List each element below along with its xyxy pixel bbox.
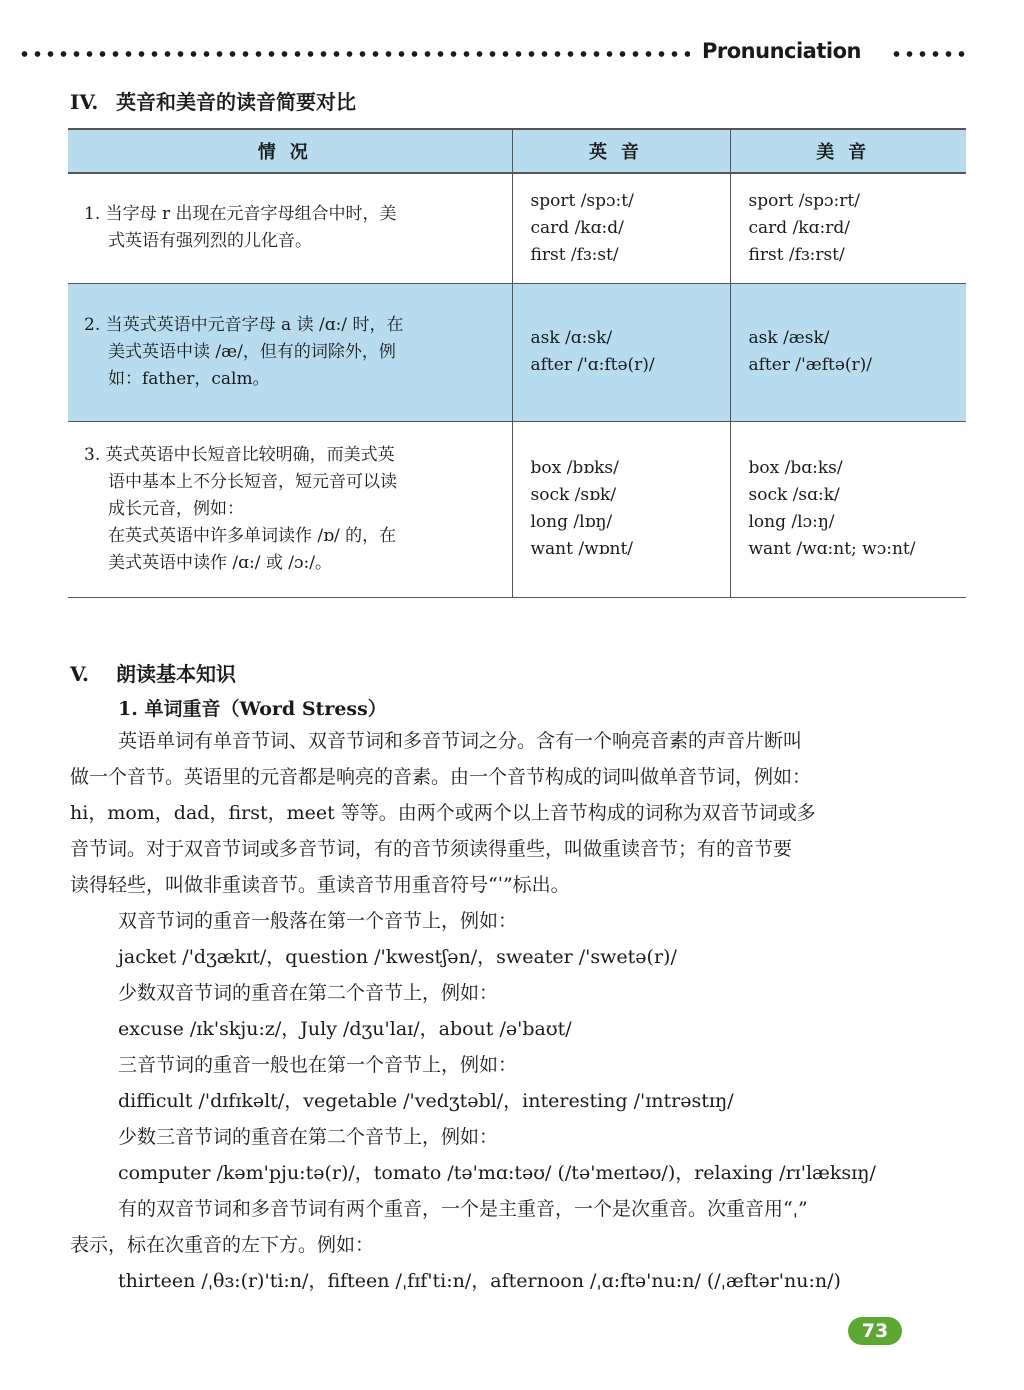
- condition-cell: [68, 173, 512, 283]
- example-line: jacket /'dʒækɪt/，question /'kwestʃən/，sweater /'swetə(r)/: [118, 946, 677, 968]
- british-example: ask /ɑ:sk/: [530, 328, 613, 348]
- example-line: thirteen /ˌθɜ:(r)'ti:n/，fifteen /ˌfɪf'ti:n/，afternoon /ˌɑ:ftə'nu:n/ (/ˌæftər'nu:n/): [118, 1270, 841, 1292]
- british-example: sock /sɒk/: [530, 485, 617, 505]
- example-line: computer /kəm'pju:tə(r)/，tomato /tə'mɑ:təʊ/ (/tə'meɪtəʊ/)，relaxing /rɪ'læksɪŋ/: [118, 1162, 876, 1184]
- condition-cell: [68, 421, 512, 597]
- table-header-row: [68, 129, 966, 173]
- american-example: after /'æftə(r)/: [748, 355, 873, 375]
- british-example: first /fɜ:st/: [530, 244, 619, 265]
- paragraph-line: 做一个音节。英语里的元音都是响亮的音素。由一个音节构成的词叫做单音节词，例如：: [70, 766, 812, 788]
- condition-line: 语中基本上不分长短音，短元音可以读: [108, 471, 397, 492]
- paragraph-line: 音节词。对于双音节词或多音节词，有的音节须读得重些，叫做重读音节；有的音节要: [70, 838, 793, 860]
- british-example: long /lɒŋ/: [530, 512, 613, 532]
- paragraph-line: 英语单词有单音节词、双音节词和多音节词之分。含有一个响亮音素的声音片断叫: [118, 730, 803, 752]
- paragraph-line: 表示，标在次重音的左下方。例如：: [70, 1234, 375, 1256]
- page-number-badge: 73: [848, 1317, 902, 1345]
- american-example: sport /spɔ:rt/: [748, 190, 860, 211]
- dotted-rule-right: [890, 50, 968, 58]
- american-example: card /kɑ:rd/: [748, 217, 850, 238]
- american-example: sock /sɑ:k/: [748, 485, 840, 505]
- example-line: difficult /'dɪfɪkəlt/，vegetable /'vedʒtəbl/，interesting /'ɪntrəstɪŋ/: [118, 1090, 734, 1112]
- american-example: ask /æsk/: [748, 328, 830, 348]
- american-cell: [730, 173, 966, 283]
- condition-line: 如：father，calm。: [108, 368, 270, 389]
- comparison-table: [68, 128, 966, 598]
- section-4-title: 英音和美音的读音简要对比: [116, 90, 356, 114]
- example-line: excuse /ɪk'skju:z/，July /dʒu'laɪ/，about /ə'baʊt/: [118, 1018, 572, 1040]
- paragraph-line: 有的双音节词和多音节词有两个重音，一个是主重音，一个是次重音。次重音用“ˌ”: [118, 1198, 808, 1220]
- british-example: want /wɒnt/: [530, 539, 634, 559]
- condition-line: 2. 当英式英语中元音字母 a 读 /ɑ:/ 时，在: [84, 314, 404, 335]
- table-row: [68, 173, 966, 283]
- section-4-heading: [70, 86, 356, 115]
- section-5-title: 朗读基本知识: [116, 662, 236, 686]
- british-example: after /'ɑ:ftə(r)/: [530, 355, 655, 375]
- paragraph-line: 少数三音节词的重音在第二个音节上，例如：: [118, 1126, 499, 1148]
- header-situation: 情况: [68, 129, 512, 173]
- section-4-number: IV.: [70, 90, 99, 114]
- table-row: [68, 421, 966, 597]
- condition-line: 3. 英式英语中长短音比较明确，而美式英: [84, 444, 395, 465]
- condition-line: 1. 当字母 r 出现在元音字母组合中时，美: [84, 204, 397, 225]
- subsection-title: 1. 单词重音（Word Stress）: [118, 698, 387, 720]
- running-header: [18, 38, 958, 68]
- paragraph-line: hi，mom，dad，first，meet 等等。由两个或两个以上音节构成的词称为双音节词或多: [70, 802, 816, 824]
- british-cell: [512, 421, 730, 597]
- condition-line: 美式英语中读作 /ɑ:/ 或 /ɔ:/。: [108, 552, 332, 573]
- condition-cell: [68, 283, 512, 421]
- header-title: Pronunciation: [702, 39, 861, 63]
- british-example: card /kɑ:d/: [530, 217, 624, 238]
- american-cell: [730, 283, 966, 421]
- condition-line: 在英式英语中许多单词读作 /ɒ/ 的，在: [108, 525, 397, 546]
- american-example: long /lɔ:ŋ/: [748, 512, 835, 532]
- paragraph-line: 双音节词的重音一般落在第一个音节上，例如：: [118, 910, 518, 932]
- header-american: 美音: [730, 129, 966, 173]
- paragraph-line: 读得轻些，叫做非重读音节。重读音节用重音符号“ˈ”标出。: [70, 874, 570, 896]
- american-example: want /wɑ:nt; wɔ:nt/: [748, 539, 916, 559]
- british-example: sport /spɔ:t/: [530, 190, 634, 211]
- section-5-heading: [70, 658, 236, 687]
- body-text: [70, 723, 970, 1299]
- condition-line: 美式英语中读 /æ/，但有的词除外，例: [108, 341, 396, 362]
- condition-line: 成长元音，例如：: [108, 498, 244, 519]
- header-british: 英音: [512, 129, 730, 173]
- paragraph-line: 三音节词的重音一般也在第一个音节上，例如：: [118, 1054, 518, 1076]
- american-cell: [730, 421, 966, 597]
- american-example: box /bɑ:ks/: [748, 458, 843, 478]
- section-5-number: V.: [70, 662, 89, 686]
- british-cell: [512, 173, 730, 283]
- table-row: [68, 283, 966, 421]
- condition-line: 式英语有强列烈的儿化音。: [108, 231, 312, 252]
- british-example: box /bɒks/: [530, 458, 619, 478]
- dotted-rule-left: [18, 50, 690, 58]
- paragraph-line: 少数双音节词的重音在第二个音节上，例如：: [118, 982, 499, 1004]
- american-example: first /fɜ:rst/: [748, 244, 845, 265]
- british-cell: [512, 283, 730, 421]
